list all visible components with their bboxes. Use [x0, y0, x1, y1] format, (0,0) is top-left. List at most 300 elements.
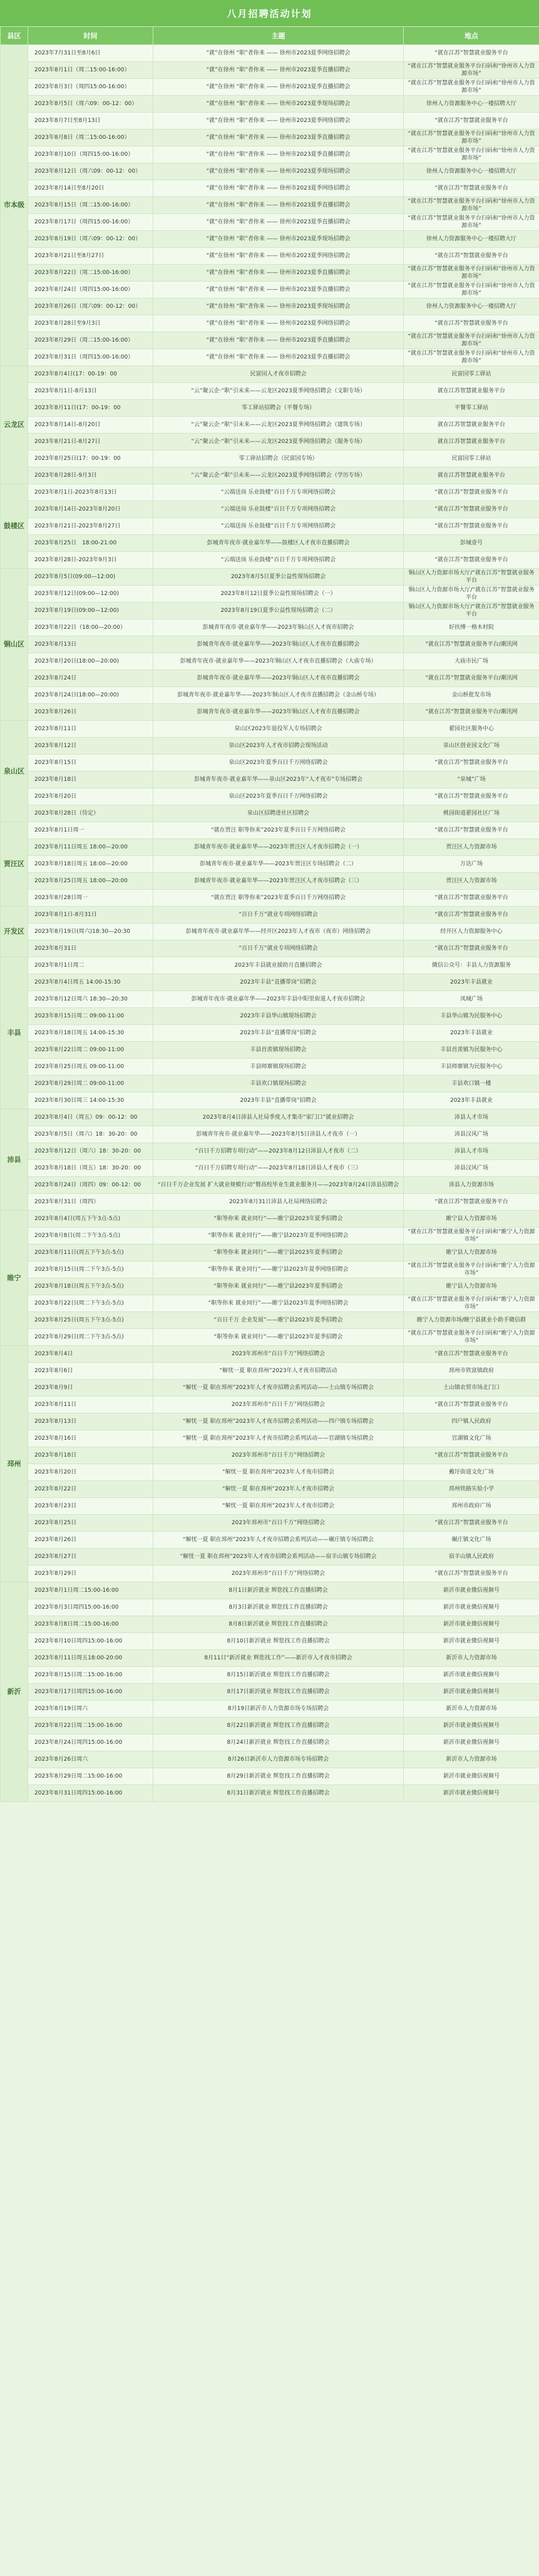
time-cell: 2023年8月1日周二15:00-16:00: [28, 1582, 153, 1599]
table-row: [1, 1278, 539, 1295]
time-cell: 2023年8月29日周二15:00-16:00: [28, 1768, 153, 1785]
table-row: [1, 805, 539, 822]
location-cell: 新沂市就业微信视频号: [404, 1667, 539, 1684]
time-cell: 2023年8月7日至8月13日: [28, 113, 153, 130]
location-cell: 彭城壹号: [404, 535, 539, 552]
theme-cell: 2023年丰县“直播带岗”招聘会: [153, 1025, 404, 1042]
theme-cell: 丰县师寨镇现场招聘会: [153, 1059, 404, 1076]
location-cell: 沛县人才市场: [404, 1143, 539, 1160]
table-row: [1, 1650, 539, 1667]
theme-cell: 彭城青年夜市·就业嘉年华——2023年8月5日沛县人才夜市（一）: [153, 1126, 404, 1143]
theme-cell: 彭城青年夜市·就业嘉年华——鼓楼区人才夜市直播招聘会: [153, 535, 404, 552]
table-row: [1, 1211, 539, 1228]
theme-cell: 泉山区2023年夏季百日千万网络招聘会: [153, 788, 404, 805]
time-cell: 2023年8月4日周五 14:00-15:30: [28, 974, 153, 991]
location-cell: “就在江苏”智慧就业服务平台: [404, 1194, 539, 1211]
theme-cell: 彭城青年夜市·就业嘉年华——2023年贾汪区人才夜市招聘会（三）: [153, 873, 404, 890]
location-cell: “就在江苏”智慧就业服务平台: [404, 890, 539, 907]
time-cell: 2023年8月15日（周二15:00-16:00）: [28, 197, 153, 214]
theme-cell: 彭城青年夜市·就业嘉年华——2023年丰县中阳里街道人才夜市招聘会: [153, 991, 404, 1008]
time-cell: 2023年8月31日（周四）: [28, 1194, 153, 1211]
theme-cell: 8月29日新沂就业 辉您找工作直播招聘会: [153, 1768, 404, 1785]
table-row: [1, 1228, 539, 1245]
location-cell: 新沂市人力资源市场: [404, 1650, 539, 1667]
theme-cell: “就”在徐州 “职”者你来 —— 徐州市2023夏季直播招聘会: [153, 79, 404, 96]
time-cell: 2023年8月14日至8月20日: [28, 180, 153, 197]
time-cell: 2023年8月25日: [28, 1515, 153, 1532]
table-row: [1, 146, 539, 163]
time-cell: 2023年8月26日: [28, 704, 153, 721]
time-cell: 2023年8月20日(18:00—20:00): [28, 653, 153, 670]
table-row: [1, 1599, 539, 1616]
table-row: [1, 1532, 539, 1549]
time-cell: 2023年8月19日(周六)18:30—20:30: [28, 924, 153, 940]
location-cell: “就在江苏”智慧就业服务平台: [404, 1397, 539, 1413]
time-cell: 2023年8月12日周六 18:30—20:30: [28, 991, 153, 1008]
header-row: [1, 27, 539, 45]
time-cell: 2023年8月9日: [28, 1380, 153, 1397]
time-cell: 2023年8月15日(周二下午3点-5点): [28, 1261, 153, 1278]
location-cell: “就在江苏”智慧就业服务平台扫码和“徐州市人力资源市场”: [404, 130, 539, 146]
location-cell: 徐州人力资源服务中心一楼招聘大厅: [404, 298, 539, 315]
time-cell: 2023年8月28日-9月3日: [28, 467, 153, 484]
table-row: [1, 434, 539, 451]
table-row: [1, 1785, 539, 1802]
theme-cell: 2023年丰县就业援助月直播招聘会: [153, 957, 404, 974]
location-cell: “就在江苏”智慧就业服务平台: [404, 552, 539, 569]
time-cell: 2023年8月24日（周四15:00-16:00）: [28, 282, 153, 298]
theme-cell: “百日千万”就业专项网络招聘会: [153, 940, 404, 957]
theme-cell: “解忧一夏 职在邳州”2023年人才夜市招聘会系列活动——碾庄镇专场招聘会: [153, 1532, 404, 1549]
theme-cell: “就”在徐州 “职”者你来 —— 徐州市2023夏季直播招聘会: [153, 214, 404, 231]
time-cell: 2023年8月12日（周六）18：30-20：00: [28, 1143, 153, 1160]
theme-cell: 零工驿站招聘会（平餐专场）: [153, 400, 404, 417]
theme-cell: 2023年邳州市“百日千万”网络招聘会: [153, 1515, 404, 1532]
theme-cell: “就”在徐州 “职”者你来 —— 徐州市2023夏季现场招聘会: [153, 231, 404, 248]
location-cell: “就在江苏”智慧就业服务平台: [404, 248, 539, 265]
theme-cell: “就”在徐州 “职”者你来 —— 徐州市2023夏季现场招聘会: [153, 298, 404, 315]
theme-cell: “百日千万招聘专项行动”——2023年8月18日沛县人才夜市（三）: [153, 1160, 404, 1177]
location-cell: 沛县人才市场: [404, 1109, 539, 1126]
location-cell: “就在江苏”智慧就业服务平台: [404, 501, 539, 518]
table-row: [1, 856, 539, 873]
table-row: [1, 248, 539, 265]
header-time: 时间: [28, 27, 153, 45]
table-row: [1, 721, 539, 738]
table-row: [1, 619, 539, 636]
location-cell: 贾汪区人力资源市场: [404, 839, 539, 856]
location-cell: “就在江苏”智慧就业服务平台扫码和“徐州市人力资源市场”: [404, 214, 539, 231]
time-cell: 2023年8月29日（周二15:00-16:00）: [28, 332, 153, 349]
location-cell: 铜山区人力资源市场大厅/“就在江苏”智慧就业服务平台: [404, 603, 539, 619]
table-row: [1, 974, 539, 991]
location-cell: 金山桥批发市场: [404, 687, 539, 704]
time-cell: 2023年8月4日(17：00-19：00: [28, 366, 153, 383]
time-cell: 2023年8月5日(09:00—12:00): [28, 569, 153, 586]
theme-cell: 泉山区招聘进社区招聘会: [153, 805, 404, 822]
location-cell: 就在江苏智慧就业服务平台: [404, 467, 539, 484]
time-cell: 2023年8月31日（周四15:00-16:00）: [28, 349, 153, 366]
theme-cell: “职等你来 就业同行”——睢宁县2023年夏季网络招聘会: [153, 1261, 404, 1278]
location-cell: 丰县首羡镇为民服务中心: [404, 1042, 539, 1059]
time-cell: 2023年8月12日（周六09：00-12：00）: [28, 163, 153, 180]
time-cell: 2023年8月10日（周四15:00-16:00）: [28, 146, 153, 163]
time-cell: 2023年8月28日-2023年9月3日: [28, 552, 153, 569]
theme-cell: 2023年8月19日夏季公益性现场招聘会（二）: [153, 603, 404, 619]
time-cell: 2023年8月3日（周四15:00-16:00）: [28, 79, 153, 96]
table-row: [1, 265, 539, 282]
table-row: [1, 1768, 539, 1785]
table-row: [1, 738, 539, 755]
time-cell: 2023年8月18日(周五下午3点-5点): [28, 1278, 153, 1295]
theme-cell: 8月24日新沂就业 辉您找工作直播招聘会: [153, 1734, 404, 1751]
location-cell: “就在江苏”智慧就业服务平台: [404, 940, 539, 957]
theme-cell: 2023年丰县“直播带岗”招聘会: [153, 974, 404, 991]
location-cell: 新沂市人力资源市场: [404, 1701, 539, 1718]
theme-cell: “就”在徐州 “职”者你来 —— 徐州市2023夏季直播招聘会: [153, 62, 404, 79]
theme-cell: 8月1日新沂就业 辉您找工作直播招聘会: [153, 1582, 404, 1599]
location-cell: “就在江苏”智慧就业服务平台: [404, 45, 539, 62]
table-row: [1, 907, 539, 924]
table-row: [1, 467, 539, 484]
theme-cell: 泉山区2023年退役军人专场招聘会: [153, 721, 404, 738]
theme-cell: 8月17日新沂就业 辉您找工作直播招聘会: [153, 1684, 404, 1701]
location-cell: “就在江苏”智慧就业服务平台: [404, 1515, 539, 1532]
theme-cell: “百日千万企业发展 扩大就业规模行动”暨高校毕业生就业服务月——2023年8月24日沛县招聘会: [153, 1177, 404, 1194]
time-cell: 2023年8月22日(周二下午3点-5点): [28, 1295, 153, 1312]
time-cell: 2023年8月26日: [28, 1532, 153, 1549]
theme-cell: “就”在徐州 “职”者你来 —— 徐州市2023夏季直播招聘会: [153, 332, 404, 349]
time-cell: 2023年8月12日: [28, 738, 153, 755]
time-cell: 2023年8月8日(周二下午3点-5点): [28, 1228, 153, 1245]
time-cell: 2023年8月22日周二15:00-16:00: [28, 1718, 153, 1734]
table-row: [1, 603, 539, 619]
location-cell: 2023年丰县就业: [404, 1092, 539, 1109]
theme-cell: “就”在徐州 “职”者你来 —— 徐州市2023夏季网络招聘会: [153, 113, 404, 130]
theme-cell: 彭城青年夜市·就业嘉年华——2023年铜山区人才夜市直播招聘会: [153, 704, 404, 721]
table-row: [1, 1042, 539, 1059]
schedule-body: [1, 45, 539, 1802]
table-row: [1, 687, 539, 704]
location-cell: 新沂市就业微信视频号: [404, 1616, 539, 1633]
theme-cell: 彭城青年夜市·就业嘉年华——泉山区2023年“人才夜市”专场招聘会: [153, 771, 404, 788]
theme-cell: “解忧一夏 职在邳州”2023年人才夜市招聘会: [153, 1498, 404, 1515]
time-cell: 2023年8月22日（18:00—20:00）: [28, 619, 153, 636]
table-row: [1, 552, 539, 569]
table-row: [1, 1025, 539, 1042]
time-cell: 2023年8月14日-8月20日: [28, 417, 153, 434]
theme-cell: 8月11日“新沂就业 辉您找工作”——新沂市人才夜市招聘会: [153, 1650, 404, 1667]
theme-cell: 2023年丰县华山镇现场招聘会: [153, 1008, 404, 1025]
location-cell: 邳州铁路实验小学: [404, 1481, 539, 1498]
time-cell: 2023年8月1日（周二15:00-16:00）: [28, 62, 153, 79]
theme-cell: “云端送岗 乐业鼓楼”百日千万专项网络招聘会: [153, 484, 404, 501]
theme-cell: “就在贾汪 职等你来”2023年夏季百日千万网络招聘会: [153, 890, 404, 907]
theme-cell: 2023年8月31日沛县人社局网络招聘会: [153, 1194, 404, 1211]
table-row: [1, 501, 539, 518]
table-row: [1, 1616, 539, 1633]
theme-cell: 彭城青年夜市·就业嘉年华——经开区2023年人才夜市（夜市）网络招聘会: [153, 924, 404, 940]
theme-cell: 丰县欢口镇现场招聘会: [153, 1076, 404, 1092]
table-row: [1, 957, 539, 974]
theme-cell: “百日千万招聘专项行动”——2023年8月12日沛县人才夜市（二）: [153, 1143, 404, 1160]
time-cell: 2023年8月11日周五18:00-20:00: [28, 1650, 153, 1667]
theme-cell: “就”在徐州 “职”者你来 —— 徐州市2023夏季直播招聘会: [153, 282, 404, 298]
theme-cell: “就”在徐州 “职”者你来 —— 徐州市2023夏季直播招聘会: [153, 146, 404, 163]
table-row: [1, 1413, 539, 1430]
theme-cell: “就”在徐州 “职”者你来 —— 徐州市2023夏季直播招聘会: [153, 265, 404, 282]
theme-cell: “职等你来 就业同行”——睢宁县2023年夏季招聘会: [153, 1278, 404, 1295]
table-row: [1, 1701, 539, 1718]
table-row: [1, 1245, 539, 1261]
location-cell: “就在江苏”智慧就业服务平台扫码和“徐州市人力资源市场”: [404, 79, 539, 96]
time-cell: 2023年8月31日周四15:00-16:00: [28, 1785, 153, 1802]
time-cell: 2023年8月17日周四15:00-16:00: [28, 1684, 153, 1701]
location-cell: “就在江苏”智慧就业服务平台扫码和“徐州市人力资源市场”: [404, 62, 539, 79]
table-row: [1, 383, 539, 400]
location-cell: “就在江苏”智慧就业服务平台: [404, 484, 539, 501]
location-cell: 铜山区人力资源市场大厅/“就在江苏”智慧就业服务平台: [404, 586, 539, 603]
theme-cell: 2023年8月4日沛县人社局季度人才集市“家门口”就业招聘会: [153, 1109, 404, 1126]
theme-cell: “云端送岗 乐业鼓楼”百日千万专项网络招聘会: [153, 501, 404, 518]
time-cell: 2023年8月19日(09:00—12:00): [28, 603, 153, 619]
table-row: [1, 366, 539, 383]
theme-cell: 8月10日新沂就业 辉您找工作直播招聘会: [153, 1633, 404, 1650]
table-row: [1, 518, 539, 535]
district-cell: 贾汪区: [1, 822, 28, 907]
theme-cell: 泉山区2023年人才夜市招聘会现场活动: [153, 738, 404, 755]
location-cell: 贾汪区人力资源市场: [404, 873, 539, 890]
table-row: [1, 1194, 539, 1211]
location-cell: “就在江苏”智慧就业服务平台: [404, 1565, 539, 1582]
table-row: [1, 771, 539, 788]
theme-cell: 零工驿站招聘会（民富园专场）: [153, 451, 404, 467]
location-cell: 睢宁人力资源市场/睢宁县就业小助手微信群: [404, 1312, 539, 1329]
time-cell: 2023年8月29日: [28, 1565, 153, 1582]
theme-cell: 8月22日新沂就业 辉您找工作直播招聘会: [153, 1718, 404, 1734]
location-cell: 翟园社区服务中心: [404, 721, 539, 738]
location-cell: “就在江苏”智慧就业服务平台扫码和“徐州市人力资源市场”: [404, 332, 539, 349]
location-cell: 新沂市就业微信视频号: [404, 1768, 539, 1785]
table-row: [1, 991, 539, 1008]
time-cell: 2023年8月1日周一: [28, 822, 153, 839]
location-cell: 2023年丰县就业: [404, 1025, 539, 1042]
time-cell: 2023年8月22日周二 09:00-11:00: [28, 1042, 153, 1059]
theme-cell: “就”在徐州 “职”者你来 —— 徐州市2023夏季现场招聘会: [153, 96, 404, 113]
time-cell: 2023年8月13日: [28, 1413, 153, 1430]
table-row: [1, 1684, 539, 1701]
time-cell: 2023年8月29日周二 09:00-11:00: [28, 1076, 153, 1092]
table-row: [1, 130, 539, 146]
location-cell: 宿羊山镇人民政府: [404, 1549, 539, 1565]
theme-cell: 8月15日新沂就业 辉您找工作直播招聘会: [153, 1667, 404, 1684]
time-cell: 2023年8月16日: [28, 1430, 153, 1447]
theme-cell: “就”在徐州 “职”者你来 —— 徐州市2023夏季网络招聘会: [153, 248, 404, 265]
theme-cell: “就”在徐州 “职”者你来 —— 徐州市2023夏季直播招聘会: [153, 349, 404, 366]
district-cell: 邳州: [1, 1346, 28, 1582]
location-cell: 铜山区人力资源市场大厅/“就在江苏”智慧就业服务平台: [404, 569, 539, 586]
table-row: [1, 197, 539, 214]
time-cell: 2023年8月18日: [28, 1447, 153, 1464]
table-row: [1, 332, 539, 349]
location-cell: 徐州人力资源服务中心一楼招聘大厅: [404, 163, 539, 180]
location-cell: 睢宁县人力资源市场: [404, 1245, 539, 1261]
table-row: [1, 1565, 539, 1582]
theme-cell: “云”聚云企·“职”引未来——云龙区2023夏季网络招聘会（文职专场）: [153, 383, 404, 400]
location-cell: 桃园街道翟园社区广场: [404, 805, 539, 822]
table-row: [1, 1582, 539, 1599]
table-row: [1, 282, 539, 298]
theme-cell: 2023年丰县“直播带岗”招聘会: [153, 1092, 404, 1109]
theme-cell: “云”聚云企·“职”引未来——云龙区2023夏季网络招聘会（学历专场）: [153, 467, 404, 484]
table-row: [1, 873, 539, 890]
time-cell: 2023年8月31日: [28, 940, 153, 957]
table-row: [1, 1363, 539, 1380]
theme-cell: “解忧一夏 职在邳州”2023年人才夜市招聘会系列活动——土山镇专场招聘会: [153, 1380, 404, 1397]
time-cell: 2023年8月18日: [28, 771, 153, 788]
theme-cell: “就”在徐州 “职”者你来 —— 徐州市2023夏季现场招聘会: [153, 163, 404, 180]
time-cell: 2023年8月14日-2023年8月20日: [28, 501, 153, 518]
table-row: [1, 1059, 539, 1076]
table-row: [1, 1667, 539, 1684]
table-row: [1, 1633, 539, 1650]
location-cell: “就在江苏”智慧就业服务平台/潮汛网: [404, 670, 539, 687]
district-cell: 市本级: [1, 45, 28, 366]
page-title: 八月招聘活动计划: [0, 0, 539, 26]
time-cell: 2023年8月15日周二 09:00-11:00: [28, 1008, 153, 1025]
time-cell: 2023年8月21日至8月27日: [28, 248, 153, 265]
time-cell: 2023年8月26日周六: [28, 1751, 153, 1768]
location-cell: 民富园零工驿站: [404, 451, 539, 467]
time-cell: 2023年8月17日（周四15:00-16:00）: [28, 214, 153, 231]
location-cell: “就在江苏”智慧就业服务平台: [404, 315, 539, 332]
theme-cell: 2023年邳州市“百日千万”网络招聘会: [153, 1447, 404, 1464]
location-cell: “就在江苏”智慧就业服务平台扫码和“睢宁人力资源市场”: [404, 1261, 539, 1278]
time-cell: 2023年8月15日: [28, 755, 153, 771]
time-cell: 2023年8月25日(17：00-19：00: [28, 451, 153, 467]
theme-cell: 2023年8月5日夏季公益性现场招聘会: [153, 569, 404, 586]
table-row: [1, 1751, 539, 1768]
location-cell: 徐州人力资源服务中心一楼招聘大厅: [404, 96, 539, 113]
table-row: [1, 45, 539, 62]
theme-cell: “就”在徐州 “职”者你来 —— 徐州市2023夏季直播招聘会: [153, 130, 404, 146]
district-cell: 云龙区: [1, 366, 28, 484]
time-cell: 2023年8月21日-8月27日: [28, 434, 153, 451]
district-cell: 沛县: [1, 1109, 28, 1211]
time-cell: 2023年8月20日: [28, 1464, 153, 1481]
time-cell: 2023年8月19日周六: [28, 1701, 153, 1718]
location-cell: 经开区人力资源服务中心: [404, 924, 539, 940]
time-cell: 2023年8月25日周五 18:00—20:00: [28, 873, 153, 890]
time-cell: 2023年8月1日周二: [28, 957, 153, 974]
theme-cell: 2023年邳州市“百日千万”网络招聘会: [153, 1565, 404, 1582]
table-row: [1, 636, 539, 653]
theme-cell: “云端送岗 乐业鼓楼”百日千万专项网络招聘会: [153, 552, 404, 569]
table-row: [1, 1076, 539, 1092]
time-cell: 2023年8月11日(周五下午3点-5点): [28, 1245, 153, 1261]
table-row: [1, 231, 539, 248]
theme-cell: “解忧一夏 职在邳州”2023年人才夜市招聘会: [153, 1464, 404, 1481]
table-row: [1, 569, 539, 586]
time-cell: 2023年8月10日周四15:00-16:00: [28, 1633, 153, 1650]
time-cell: 2023年8月1日-8月31日: [28, 907, 153, 924]
table-row: [1, 788, 539, 805]
time-cell: 2023年8月24日周四15:00-16:00: [28, 1734, 153, 1751]
theme-cell: 8月31日新沂就业 辉您找工作直播招聘会: [153, 1785, 404, 1802]
location-cell: “就在江苏”智慧就业服务平台扫码和“徐州市人力资源市场”: [404, 146, 539, 163]
table-row: [1, 451, 539, 467]
location-cell: “就在江苏”智慧就业服务平台扫码和“睢宁人力资源市场”: [404, 1329, 539, 1346]
theme-cell: “解忧一夏 职在邳州”2023年人才夜市招聘会系列活动——官湖镇专场招聘会: [153, 1430, 404, 1447]
location-cell: 睢宁县人力资源市场: [404, 1211, 539, 1228]
location-cell: 新沂市就业微信视频号: [404, 1599, 539, 1616]
location-cell: 平餐零工驿站: [404, 400, 539, 417]
location-cell: 碾庄镇文化广场: [404, 1532, 539, 1549]
location-cell: 就在江苏智慧就业服务平台: [404, 417, 539, 434]
theme-cell: “云”聚云企·“职”引未来——云龙区2023夏季网络招聘会（建筑专场）: [153, 417, 404, 434]
time-cell: 2023年8月23日: [28, 1498, 153, 1515]
location-cell: “就在江苏”智慧就业服务平台: [404, 180, 539, 197]
theme-cell: 8月3日新沂就业 辉您找工作直播招聘会: [153, 1599, 404, 1616]
table-row: [1, 1734, 539, 1751]
location-cell: 新沂市就业微信视频号: [404, 1718, 539, 1734]
time-cell: 2023年8月26日（周六09：00-12：00）: [28, 298, 153, 315]
location-cell: 2023年丰县就业: [404, 974, 539, 991]
theme-cell: “解忧一夏 职在邳州”2023年人才夜市招聘活动: [153, 1363, 404, 1380]
location-cell: 泉山区创业园文化广场: [404, 738, 539, 755]
table-row: [1, 1261, 539, 1278]
location-cell: “就在江苏”智慧就业服务平台: [404, 113, 539, 130]
time-cell: 2023年8月1日-8月13日: [28, 383, 153, 400]
location-cell: 新沂市就业微信视频号: [404, 1684, 539, 1701]
theme-cell: 8月19日新沂市人力资源市场专场招聘会: [153, 1701, 404, 1718]
table-row: [1, 1177, 539, 1194]
time-cell: 2023年8月13日: [28, 636, 153, 653]
location-cell: 新沂市就业微信视频号: [404, 1734, 539, 1751]
location-cell: “就在江苏”智慧就业服务平台: [404, 1447, 539, 1464]
location-cell: “就在江苏”智慧就业服务平台扫码和“徐州市人力资源市场”: [404, 282, 539, 298]
schedule-table: [0, 26, 539, 1802]
table-row: [1, 1295, 539, 1312]
location-cell: 沛县汉风广场: [404, 1126, 539, 1143]
table-row: [1, 1126, 539, 1143]
theme-cell: “云”聚云企·“职”引未来——云龙区2023夏季网络招聘会（服务专场）: [153, 434, 404, 451]
theme-cell: 8月8日新沂就业 辉您找工作直播招聘会: [153, 1616, 404, 1633]
location-cell: 新沂市就业微信视频号: [404, 1582, 539, 1599]
location-cell: 徐州人力资源服务中心一楼招聘大厅: [404, 231, 539, 248]
table-row: [1, 417, 539, 434]
theme-cell: 泉山区2023年夏季百日千万网络招聘会: [153, 755, 404, 771]
time-cell: 2023年8月1日-2023年8月13日: [28, 484, 153, 501]
table-row: [1, 1092, 539, 1109]
table-row: [1, 890, 539, 907]
table-row: [1, 1312, 539, 1329]
location-cell: 微信公众号：丰县人力资源服务: [404, 957, 539, 974]
table-row: [1, 1109, 539, 1126]
location-cell: “就在江苏”智慧就业服务平台: [404, 788, 539, 805]
location-cell: 土山镇农贸市场北门口: [404, 1380, 539, 1397]
time-cell: 2023年8月28日至9月3日: [28, 315, 153, 332]
location-cell: 新沂市人力资源市场: [404, 1751, 539, 1768]
time-cell: 2023年8月8日（周二15:00-16:00）: [28, 130, 153, 146]
time-cell: 2023年8月18日（周五）18：30-20：00: [28, 1160, 153, 1177]
table-row: [1, 822, 539, 839]
time-cell: 2023年8月4日（周五）09：00-12：00: [28, 1109, 153, 1126]
table-row: [1, 1481, 539, 1498]
time-cell: 2023年8月30日周三 14:00-15:30: [28, 1092, 153, 1109]
theme-cell: “解忧一夏 职在邳州”2023年人才夜市招聘会系列活动——四户镇专场招聘会: [153, 1413, 404, 1430]
time-cell: 2023年8月25日(周五下午3点-5点): [28, 1312, 153, 1329]
